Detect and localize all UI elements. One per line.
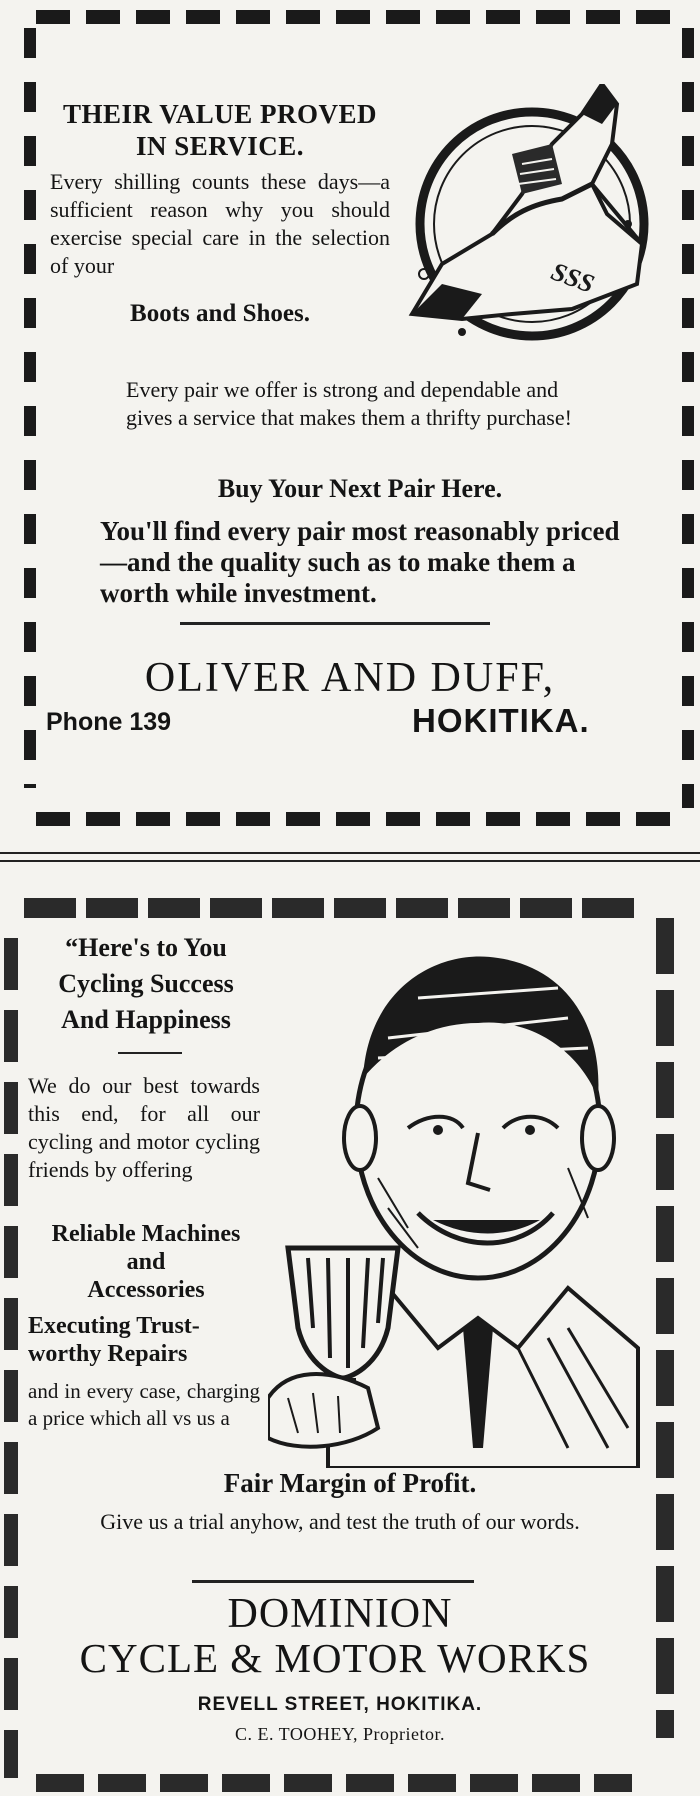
reliable-line-1: Reliable Machines [51, 1221, 241, 1247]
short-divider [118, 1052, 182, 1054]
decorative-border-bottom [36, 1774, 632, 1792]
page-divider [0, 852, 700, 862]
trial-paragraph: Give us a trial anyhow, and test the truth of our words. [100, 1509, 580, 1534]
reliable-machines-heading [26, 1220, 266, 1304]
proprietor-line: C. E. TOOHEY, Proprietor. [234, 1724, 445, 1744]
firm-name: OLIVER AND DUFF, [144, 655, 556, 701]
decorative-border-top [24, 898, 634, 918]
headline-line-2: IN SERVICE. [135, 131, 305, 161]
fair-margin-heading: Fair Margin of Profit. [223, 1468, 477, 1498]
repairs-heading [28, 1312, 268, 1368]
firm-name-line-2: CYCLE & MOTOR WORKS [79, 1635, 591, 1681]
shoe-illustration [402, 84, 662, 344]
divider-rule [192, 1580, 474, 1583]
reliable-line-3: Accessories [87, 1277, 205, 1303]
decorative-border-right [656, 918, 674, 1738]
divider-rule [180, 622, 490, 625]
street-address: REVELL STREET, HOKITIKA. [197, 1694, 483, 1715]
decorative-border-right [682, 28, 694, 808]
headline-line-2: Cycling Success [58, 969, 234, 998]
buy-next-pair-heading: Buy Your Next Pair Here. [217, 474, 503, 503]
pricing-paragraph: and in every case, charging a price which all vs us a [28, 1379, 260, 1430]
man-with-trophy-illustration [268, 928, 648, 1468]
shoe-advertisement [0, 0, 700, 850]
firm-name-line-1: DOMINION [227, 1591, 453, 1637]
ad-headline [26, 930, 266, 1038]
reliable-line-2: and [126, 1249, 166, 1275]
repairs-line-1: Executing Trust- [28, 1313, 200, 1339]
shoe-logo-text: SSS [547, 256, 599, 299]
decorative-border-left [24, 28, 36, 788]
pricing-paragraph: You'll find every pair most reasonably priced—and the quality such as to make them a worth while investment. [100, 516, 620, 608]
decorative-border-left [4, 938, 18, 1778]
headline-line-1: “Here's to You [65, 933, 227, 962]
intro-paragraph: We do our best towards this end, for all our cycling and motor cycling friends by offering [28, 1073, 260, 1182]
ad-headline [50, 98, 390, 162]
headline-line-3: And Happiness [61, 1005, 231, 1034]
cycle-advertisement [0, 868, 700, 1796]
phone-number: Phone 139 [46, 708, 172, 736]
intro-paragraph: Every shilling counts these days—a sufficient reason why you should exercise special care in the selection of your [50, 169, 390, 278]
repairs-line-2: worthy Repairs [28, 1341, 188, 1367]
decorative-border-bottom [36, 812, 686, 826]
headline-line-1: THEIR VALUE PROVED [62, 99, 378, 129]
boots-and-shoes-heading: Boots and Shoes. [130, 300, 310, 327]
quality-paragraph: Every pair we offer is strong and dependable and gives a service that makes them a thrifty purchase! [126, 377, 572, 430]
decorative-border-top [36, 10, 686, 24]
town-name: HOKITIKA. [412, 702, 590, 739]
